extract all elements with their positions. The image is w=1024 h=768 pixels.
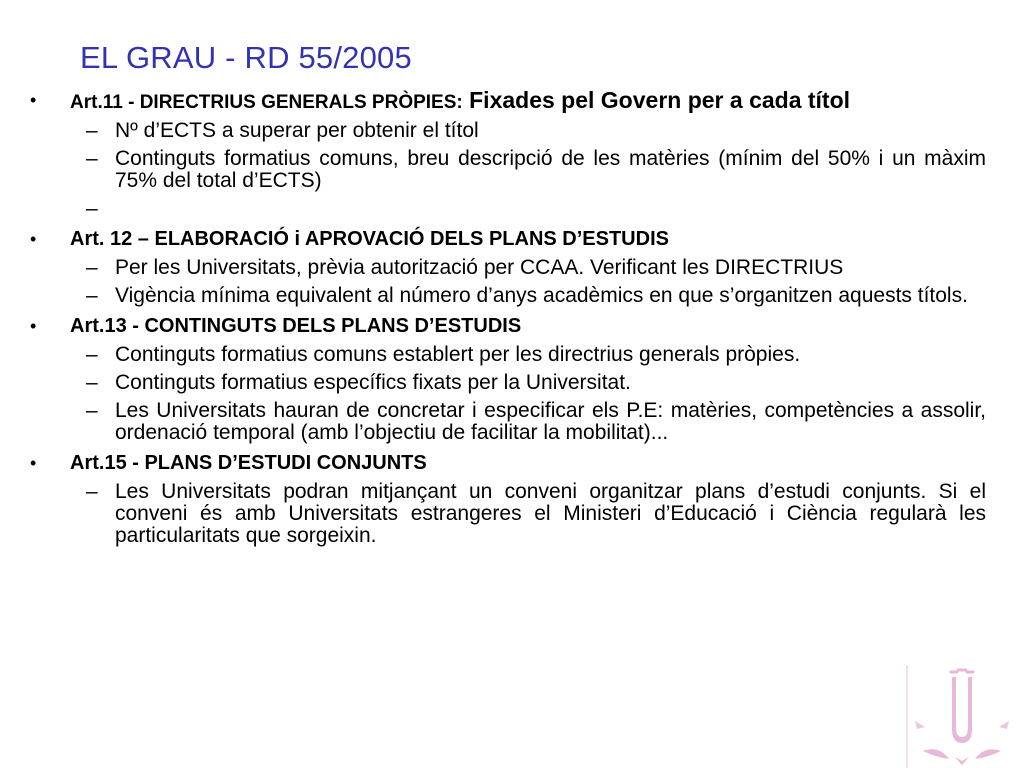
list-item (28, 285, 986, 307)
section-heading: Art. 12 – ELABORACIÓ i APROVACIÓ DELS PLANS D’ESTUDIS (70, 228, 669, 250)
bullet-icon: • (30, 229, 37, 249)
dash-icon: – (86, 343, 98, 366)
list-item-text: Vigència mínima equivalent al número d’anys acadèmics en que s’organitzen aquests títols. (115, 284, 968, 307)
slide-title: EL GRAU - RD 55/2005 (80, 40, 412, 75)
dash-icon: – (86, 119, 98, 142)
list-item (28, 400, 986, 444)
list-item (28, 120, 986, 142)
list-item-text: Per les Universitats, prèvia autorització per CCAA. Verificant les DIRECTRIUS (115, 256, 844, 279)
section-heading: Art.15 - PLANS D’ESTUDI CONJUNTS (70, 452, 427, 474)
university-logo-icon (905, 665, 1024, 768)
list-item (28, 372, 986, 394)
bullet-icon: • (30, 453, 37, 473)
logo-mark (915, 669, 1009, 765)
section-heading: Art.13 - CONTINGUTS DELS PLANS D’ESTUDIS (70, 315, 522, 337)
list-item-empty (28, 198, 986, 220)
bullet-icon: • (30, 90, 37, 110)
list-item-text: Les Universitats hauran de concretar i especificar els P.E: matèries, competències a assolir, ordenació temporal (amb l’objectiu de facilitar la mobilitat)... (115, 399, 986, 444)
section-heading-rest: Fixades pel Govern per a cada títol (462, 87, 851, 113)
list-item-text: Nº d’ECTS a superar per obtenir el títol (115, 119, 479, 142)
dash-icon: – (86, 371, 98, 394)
section-art15-heading (28, 452, 986, 475)
list-item-text: Continguts formatius comuns establert per les directrius generals pròpies. (115, 343, 801, 366)
list-item-text: Les Universitats podran mitjançant un conveni organitzar plans d’estudi conjunts. Si el conveni és amb Universitats estrangeres el Ministeri d’Educació i Ciència regularà les particularitats que sorgeixin. (115, 480, 986, 547)
list-item (28, 148, 986, 192)
dash-icon: – (86, 399, 98, 422)
list-item-text: Continguts formatius específics fixats per la Universitat. (115, 371, 631, 394)
list-item (28, 257, 986, 279)
section-art12-heading (28, 228, 986, 251)
dash-icon: – (86, 480, 98, 503)
dash-icon: – (86, 284, 98, 307)
slide-content (28, 89, 986, 547)
section-art11-heading (28, 89, 986, 114)
list-item-text: Continguts formatius comuns, breu descripció de les matèries (mínim del 50% i un màxim 75% del total d’ECTS) (115, 147, 986, 192)
list-item (28, 481, 986, 547)
dash-icon: – (86, 147, 98, 170)
list-item (28, 344, 986, 366)
section-art13-heading (28, 315, 986, 338)
bullet-icon: • (30, 316, 37, 336)
section-heading-lead: Art.11 - DIRECTRIUS GENERALS PRÒPIES: (70, 92, 463, 113)
dash-icon: – (86, 256, 98, 279)
dash-icon: – (86, 197, 98, 220)
